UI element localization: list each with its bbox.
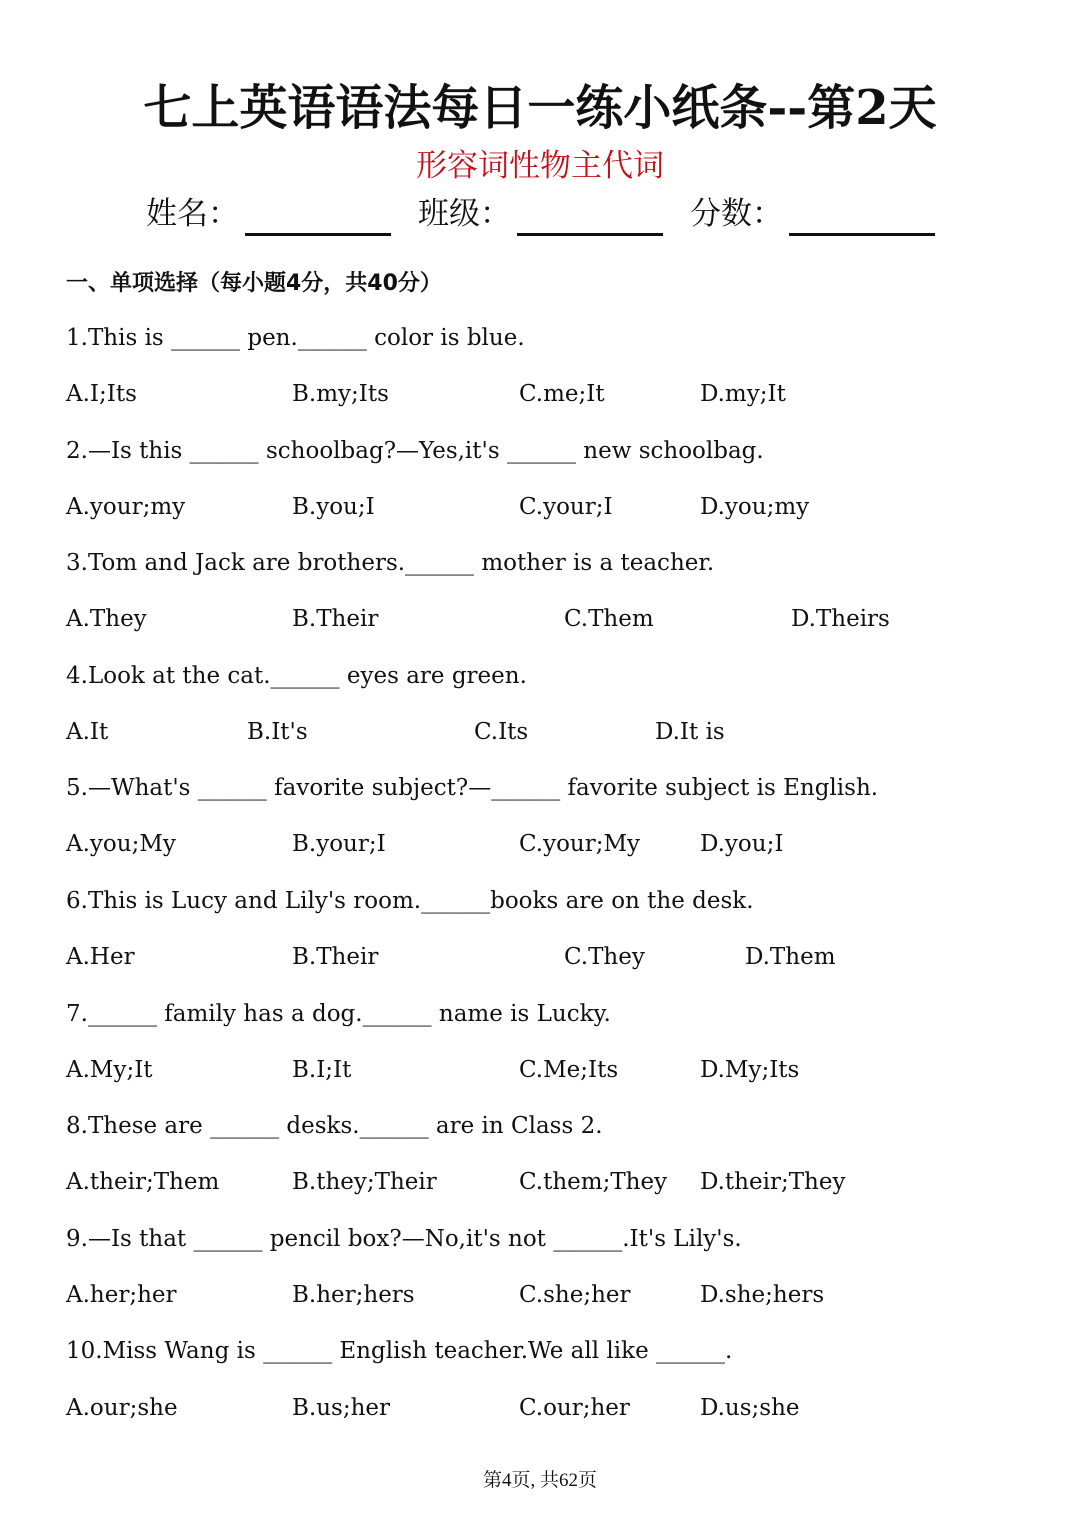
options-7 (66, 1050, 1026, 1090)
question-1: 1.This is ______ pen.______ color is blue. (66, 325, 525, 351)
page-footer: 第4页, 共62页 (482, 1470, 597, 1491)
option-a: A.your;my (66, 494, 186, 520)
question-6: 6.This is Lucy and Lily's room.______books are on the desk. (66, 888, 754, 914)
option-d: D.my;It (700, 381, 786, 407)
options-6 (66, 937, 1026, 977)
student-info-row (0, 192, 1080, 240)
option-d: D.My;Its (700, 1057, 800, 1083)
options-1 (66, 374, 1026, 414)
option-c: C.our;her (519, 1395, 630, 1421)
class-label: 班级： (418, 196, 511, 232)
option-b: B.us;her (292, 1395, 390, 1421)
options-10 (66, 1388, 1026, 1428)
option-b: B.you;I (292, 494, 375, 520)
option-b: B.I;It (292, 1057, 352, 1083)
name-label: 姓名： (146, 196, 239, 232)
option-c: C.They (564, 944, 645, 970)
option-d: D.Them (745, 944, 836, 970)
option-d: D.us;she (700, 1395, 800, 1421)
option-c: C.Them (564, 606, 654, 632)
name-field (146, 192, 391, 236)
option-d: D.you;my (700, 494, 810, 520)
option-a: A.I;Its (66, 381, 137, 407)
option-c: C.Its (474, 719, 529, 745)
options-4 (66, 712, 1026, 752)
option-a: A.Her (66, 944, 135, 970)
option-c: C.them;They (519, 1169, 668, 1195)
page-subtitle: 形容词性物主代词 (416, 148, 664, 184)
option-a: A.It (66, 719, 109, 745)
option-d: D.It is (655, 719, 725, 745)
question-10: 10.Miss Wang is ______ English teacher.We all like ______. (66, 1338, 733, 1364)
question-9: 9.—Is that ______ pencil box?—No,it's not ______.It's Lily's. (66, 1226, 742, 1252)
option-d: D.their;They (700, 1169, 846, 1195)
question-2: 2.—Is this ______ schoolbag?—Yes,it's ______ new schoolbag. (66, 438, 764, 464)
options-5 (66, 824, 1026, 864)
page-title: 七上英语语法每日一练小纸条--第2天 (143, 80, 937, 136)
question-7: 7.______ family has a dog.______ name is Lucky. (66, 1001, 611, 1027)
class-field (418, 192, 663, 236)
option-b: B.Their (292, 606, 379, 632)
options-9 (66, 1275, 1026, 1315)
score-label: 分数： (690, 196, 783, 232)
option-a: A.her;her (66, 1282, 177, 1308)
options-2 (66, 487, 1026, 527)
option-a: A.My;It (66, 1057, 153, 1083)
option-a: A.our;she (66, 1395, 178, 1421)
option-a: A.you;My (66, 831, 176, 857)
option-c: C.she;her (519, 1282, 631, 1308)
option-c: C.Me;Its (519, 1057, 619, 1083)
option-b: B.they;Their (292, 1169, 437, 1195)
question-3: 3.Tom and Jack are brothers.______ mother is a teacher. (66, 550, 715, 576)
question-8: 8.These are ______ desks.______ are in Class 2. (66, 1113, 603, 1139)
option-a: A.their;Them (66, 1169, 220, 1195)
option-d: D.you;I (700, 831, 784, 857)
option-c: C.me;It (519, 381, 605, 407)
option-b: B.her;hers (292, 1282, 415, 1308)
question-5: 5.—What's ______ favorite subject?—______ favorite subject is English. (66, 775, 879, 801)
question-4: 4.Look at the cat.______ eyes are green. (66, 663, 527, 689)
option-b: B.It's (247, 719, 308, 745)
options-3 (66, 599, 1026, 639)
option-b: B.Their (292, 944, 379, 970)
option-c: C.your;I (519, 494, 613, 520)
option-b: B.your;I (292, 831, 386, 857)
option-d: D.Theirs (791, 606, 890, 632)
section-title: 一、单项选择（每小题4分，共40分） (66, 271, 442, 296)
option-d: D.she;hers (700, 1282, 825, 1308)
name-blank (245, 199, 391, 236)
options-8 (66, 1162, 1026, 1202)
class-blank (517, 199, 663, 236)
score-blank (789, 199, 935, 236)
option-a: A.They (66, 606, 147, 632)
option-c: C.your;My (519, 831, 641, 857)
score-field (690, 192, 935, 236)
option-b: B.my;Its (292, 381, 389, 407)
